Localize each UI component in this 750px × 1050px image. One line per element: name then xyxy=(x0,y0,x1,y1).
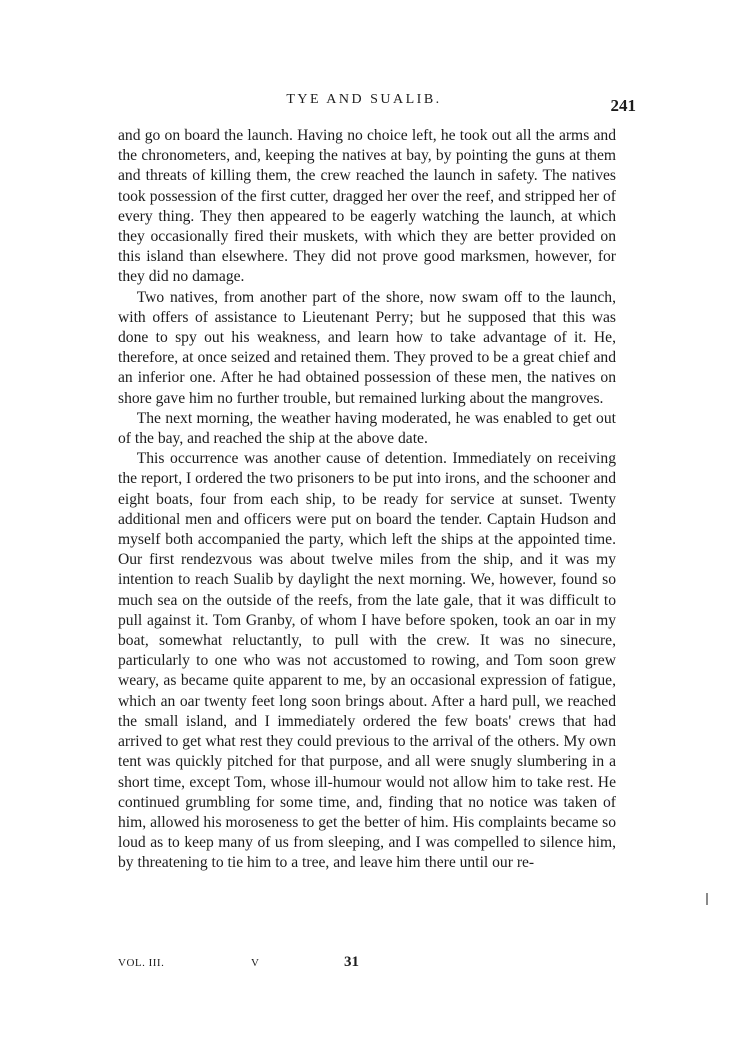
signature-letter: V xyxy=(251,957,259,969)
running-head xyxy=(118,90,636,115)
scan-speck xyxy=(706,893,708,905)
paragraph-2: Two natives, from another part of the shore, now swam off to the launch, with offers of assistance to Lieutenant Perry; but he supposed that this was done to spy out his weakness, and learn how to take advantage of it. He, therefore, at once seized and retained them. They proved to be a great chief and an inferior one. After he had obtained possession of these men, the natives on shore gave him no further trouble, but remained lurking about the mangroves. xyxy=(118,288,616,407)
paragraph-1: and go on board the launch. Having no choice left, he took out all the arms and the chronometers, and, keeping the natives at bay, by pointing the guns at them and threats of killing them, the crew reached the launch in safety. The natives took possession of the first cutter, dragged her over the reef, and stripped her of every thing. They then appeared to be eagerly watching the launch, at which they occasionally fired their muskets, with which they are better provided on this island than elsewhere. They did not prove good marksmen, however, for they did no damage. xyxy=(118,127,616,286)
page-footer xyxy=(118,954,616,976)
paragraph-4: This occurrence was another cause of detention. Immediately on receiving the report, I ordered the two prisoners to be put into irons, and the schooner and eight boats, four from each ship, to be ready for service at sunset. Twenty additional men and officers were put on board the tender. Captain Hudson and myself both accompanied the party, which left the ships at the appointed time. Our first rendezvous was about twelve miles from the ship, and it was my intention to reach Sualib by daylight the next morning. We, however, found so much sea on the outside of the reefs, from the late gale, that it was difficult to pull against it. Tom Granby, of whom I have before spoken, took an oar in my boat, somewhat reluctantly, to pull with the crew. It was no sinecure, particularly to one who was not accustomed to rowing, and Tom soon grew weary, as became quite apparent to me, by an occasional expression of fatigue, which an oar twenty feet long soon brings about. After a hard pull, we reached the small island, and I immediately ordered the few boats' crews that had arrived to get what rest they could previous to the arrival of the others. My own tent was quickly pitched for that purpose, and all were snugly slumbering in a short time, except Tom, whose ill-humour would not allow him to take rest. He continued grumbling for some time, and, finding that no notice was taken of him, allowed his moroseness to get the better of him. His complaints became so loud as to keep many of us from sleeping, and I was compelled to silence him, by threatening to tie him to a tree, and leave him there until our re- xyxy=(118,450,616,872)
paragraph-3: The next morning, the weather having moderated, he was enabled to get out of the bay, and reached the ship at the above date. xyxy=(118,409,616,448)
page-number: 241 xyxy=(610,96,636,115)
volume-signature: VOL. III. xyxy=(118,957,165,969)
body-text xyxy=(118,126,616,874)
signature-number: 31 xyxy=(344,954,359,970)
running-title: TYE AND SUALIB. xyxy=(286,92,442,107)
